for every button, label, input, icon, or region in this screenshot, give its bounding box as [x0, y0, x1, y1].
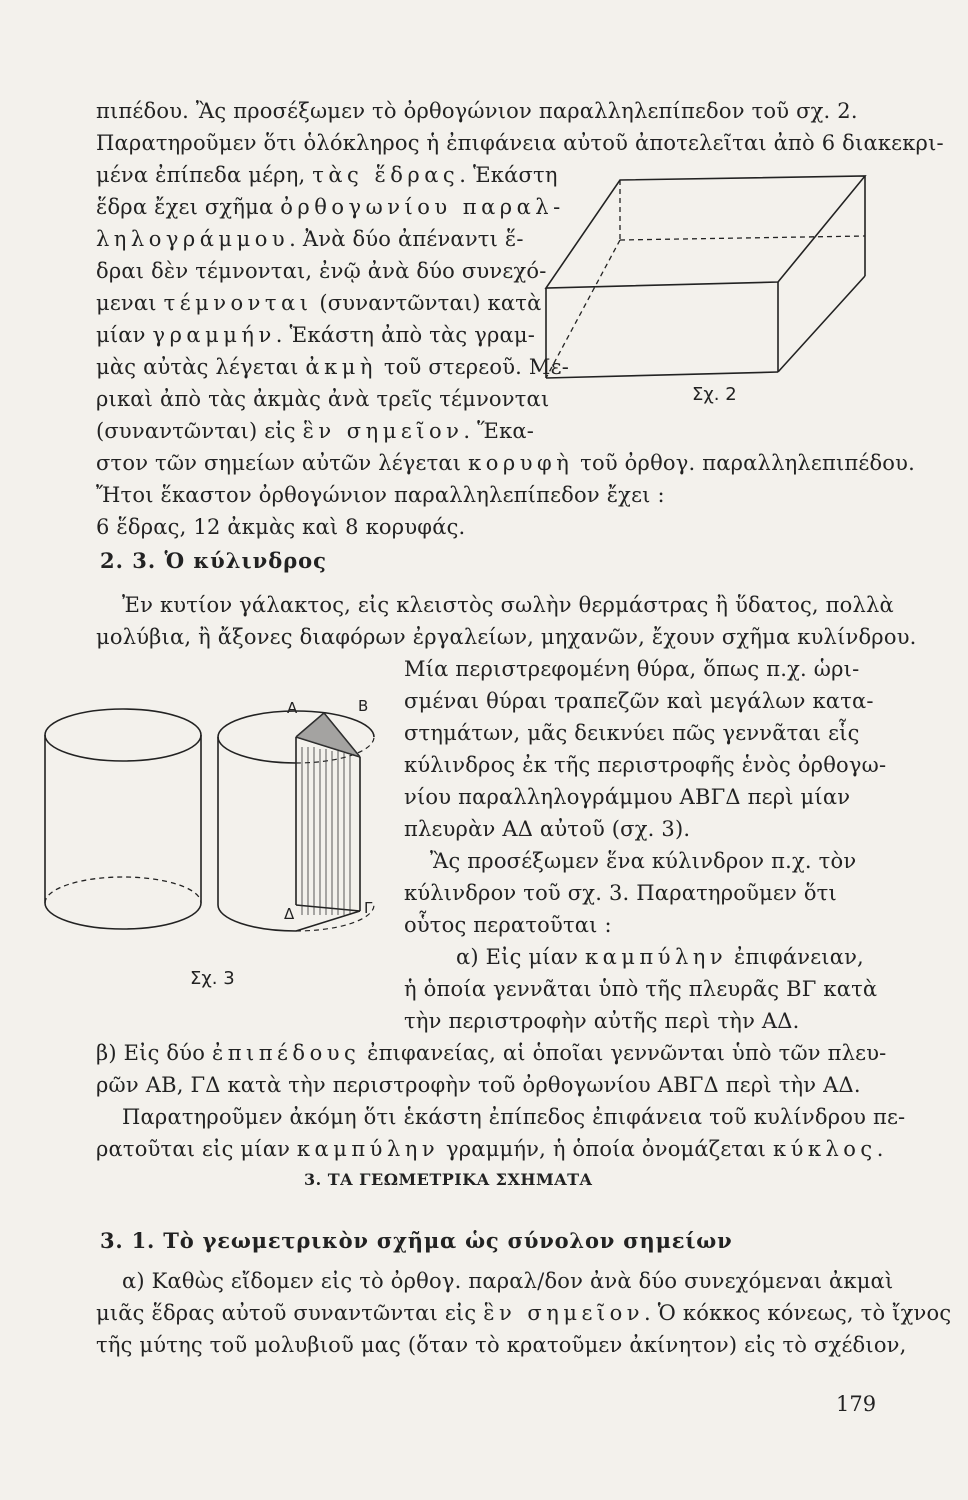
text-line: ἡ ὁποία γεννᾶται ὑπὸ τῆς πλευρᾶς ΒΓ κατὰ — [404, 977, 878, 1001]
text-line: μιᾶς ἕδρας αὐτοῦ συναντῶνται εἰς ἓν σημεῖον. Ὁ κόκκος κόνεως, τὸ ἴχνος — [96, 1301, 952, 1325]
text-line: (συναντῶνται) εἰς ἓν σημεῖον. Ἕκα- — [96, 419, 535, 443]
text-line: Παρατηροῦμεν ὅτι ὁλόκληρος ἡ ἐπιφάνεια αὐτοῦ ἀποτελεῖται ἀπὸ 6 διακεκρι- — [96, 131, 944, 155]
text-line: μὰς αὐτὰς λέγεται ἀκμὴ τοῦ στερεοῦ. Με- — [96, 355, 570, 379]
text-line: μολύβια, ἢ ἄξονες διαφόρων ἐργαλείων, μηχανῶν, ἔχουν σχῆμα κυλίνδρου. — [96, 625, 917, 649]
spaced-term: κύκλος — [772, 1137, 877, 1161]
text-line: νίου παραλληλογράμμου ΑΒΓΔ περὶ μίαν — [404, 785, 851, 809]
text-line: ἕδρα ἔχει σχῆμα ὀρθογωνίου παραλ- — [96, 195, 565, 219]
text-line: ληλογράμμου. Ἀνὰ δύο ἀπέναντι ἕ- — [96, 227, 524, 251]
spaced-term: ληλογράμμου — [96, 227, 290, 251]
spaced-term: κορυφὴ — [468, 451, 574, 475]
label-delta: Δ — [284, 905, 295, 923]
figure-2-box — [540, 160, 880, 400]
spaced-term: ὀρθογωνίου παραλ- — [280, 195, 565, 219]
label-alpha: Α — [287, 699, 298, 717]
text-line: Μία περιστρεφομένη θύρα, ὅπως π.χ. ὡρι- — [404, 657, 860, 681]
page-number: 179 — [836, 1392, 877, 1416]
text-line: πλευρὰν ΑΔ αὐτοῦ (σχ. 3). — [404, 817, 691, 841]
figure-3-caption: Σχ. 3 — [190, 968, 235, 989]
section-2-3-heading: 2. 3. Ὁ κύλινδρος — [100, 548, 327, 573]
text-line: σμέναι θύραι τραπεζῶν καὶ μεγάλων κατα- — [404, 689, 874, 713]
text-line: β) Εἰς δύο ἐπιπέδους ἐπιφανείας, αἱ ὁποῖαι γεννῶνται ὑπὸ τῶν πλευ- — [96, 1041, 887, 1065]
spaced-term: καμπύλην — [584, 945, 728, 969]
text-line: ρῶν ΑΒ, ΓΔ κατὰ τὴν περιστροφὴν τοῦ ὀρθογωνίου ΑΒΓΔ περὶ τὴν ΑΔ. — [96, 1073, 861, 1097]
chapter-3-heading: 3. ΤΑ ΓΕΩΜΕΤΡΙΚΑ ΣΧΗΜΑΤΑ — [304, 1170, 593, 1189]
text-line: οὗτος περατοῦται : — [404, 913, 612, 937]
figure-2-caption: Σχ. 2 — [692, 384, 737, 405]
spaced-term: ἀκμὴ — [305, 355, 377, 379]
text-line: ρατοῦται εἰς μίαν καμπύλην γραμμήν, ἡ ὁποία ὀνομάζεται κύκλος. — [96, 1137, 884, 1161]
text-line: μένα ἐπίπεδα μέρη, τὰς ἕδρας. Ἑκάστη — [96, 163, 558, 187]
text-line: Παρατηροῦμεν ἀκόμη ὅτι ἑκάστη ἐπίπεδος ἐπιφάνεια τοῦ κυλίνδρου πε- — [122, 1105, 906, 1129]
spaced-term: ἓν σημεῖον — [483, 1301, 645, 1325]
text-line: α) Καθὼς εἴδομεν εἰς τὸ ὀρθογ. παραλ/δον ἀνὰ δύο συνεχόμεναι ἀκμαὶ — [122, 1269, 894, 1293]
text-line: στημάτων, μᾶς δεικνύει πῶς γεννᾶται εἷς — [404, 721, 860, 745]
spaced-term: γραμμήν — [152, 323, 276, 347]
spaced-term: καμπύλην — [296, 1137, 440, 1161]
text-line: δραι δὲν τέμνονται, ἐνῷ ἀνὰ δύο συνεχό- — [96, 259, 547, 283]
spaced-term: ἓν σημεῖον — [302, 419, 464, 443]
text-line: μίαν γραμμήν. Ἑκάστη ἀπὸ τὰς γραμ- — [96, 323, 536, 347]
text-line: κύλινδρον τοῦ σχ. 3. Παρατηροῦμεν ὅτι — [404, 881, 837, 905]
text-line: τὴν περιστροφὴν αὐτῆς περὶ τὴν ΑΔ. — [404, 1009, 800, 1033]
spaced-term: τέμνονται — [163, 291, 313, 315]
text-line: Ἐν κυτίον γάλακτος, εἰς κλειστὸς σωλὴν θερμάστρας ἢ ὕδατος, πολλὰ — [122, 593, 894, 617]
figure-3-cylinders — [40, 675, 380, 975]
text-line: στον τῶν σημείων αὐτῶν λέγεται κορυφὴ τοῦ ὀρθογ. παραλληλεπιπέδου. — [96, 451, 915, 475]
text-line: ρικαὶ ἀπὸ τὰς ἀκμὰς ἀνὰ τρεῖς τέμνονται — [96, 387, 550, 411]
text-line: Ἂς προσέξωμεν ἕνα κύλινδρον π.χ. τὸν — [430, 849, 857, 873]
text-line: Ἤτοι ἕκαστον ὀρθογώνιον παραλληλεπίπεδον ἔχει : — [96, 483, 665, 507]
text-line: α) Εἰς μίαν καμπύλην ἐπιφάνειαν, — [456, 945, 864, 969]
text-line: κύλινδρος ἐκ τῆς περιστροφῆς ἑνὸς ὀρθογω- — [404, 753, 887, 777]
label-gamma: Γ — [364, 899, 373, 917]
text-line: μεναι τέμνονται (συναντῶνται) κατὰ — [96, 291, 542, 315]
section-3-1-heading: 3. 1. Τὸ γεωμετρικὸν σχῆμα ὡς σύνολον σημείων — [100, 1228, 733, 1253]
label-beta: Β — [358, 697, 369, 715]
spaced-term: τὰς ἕδρας — [312, 163, 460, 187]
text-line: 6 ἕδρας, 12 ἀκμὰς καὶ 8 κορυφάς. — [96, 515, 466, 539]
spaced-term: ἐπιπέδους — [211, 1041, 361, 1065]
text-line: τῆς μύτης τοῦ μολυβιοῦ μας (ὅταν τὸ κρατοῦμεν ἀκίνητον) εἰς τὸ σχέδιον, — [96, 1333, 907, 1357]
text-line: πιπέδου. Ἂς προσέξωμεν τὸ ὀρθογώνιον παραλληλεπίπεδον τοῦ σχ. 2. — [96, 99, 858, 123]
